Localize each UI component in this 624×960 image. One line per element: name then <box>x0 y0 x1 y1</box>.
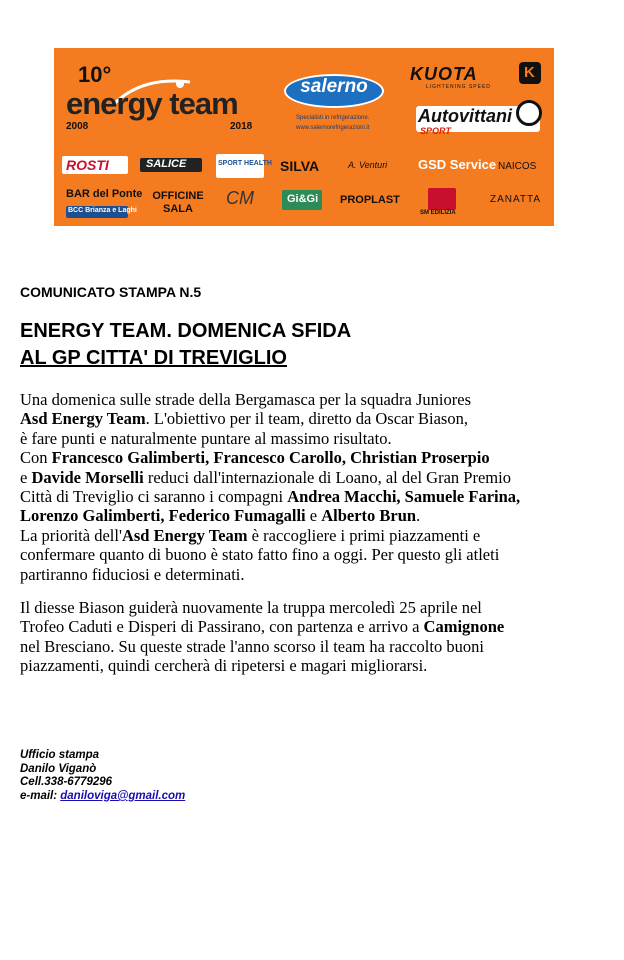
headline: ENERGY TEAM. DOMENICA SFIDA <box>20 320 352 342</box>
press-release-label: COMUNICATO STAMPA N.5 <box>20 284 202 300</box>
energy-team-logo: energy team <box>66 86 238 121</box>
year-start: 2008 <box>66 121 89 132</box>
sponsor-logo: ROSTI <box>66 157 109 173</box>
sponsor-logo: BAR del Ponte <box>66 188 143 200</box>
sponsor-logo: SPORT HEALTH <box>218 160 272 167</box>
year-end: 2018 <box>230 121 253 132</box>
body-paragraph: Il diesse Biason guiderà nuovamente la truppa mercoledì 25 aprile nel Trofeo Caduti e Disperi di Passirano, con partenza e arrivo a Camignone nel Bresciano. Su queste strade l'anno scorso il team ha raccolto buoni piazzamenti, quindi cercherà di ripetersi e magari migliorarsi. <box>20 598 505 676</box>
contact-name: Danilo Viganò <box>20 762 97 775</box>
kuota-logo: KUOTA <box>410 64 478 84</box>
sponsor-logo: GSD Service <box>418 157 497 172</box>
sponsor-banner: 10° energy team 2008 2018 salerno Specialisti in refrigerazione. www.salernorefrigerazioni.it KUOTA K LIGHTENING SPEED Autovittani SPORT ROSTI SALICE SPORT HEALTH SILVA A. Venturi GSD Service NAICOS BAR del Ponte BCC Brianza e Laghi OFFICINE SALA CM Gi&Gi PROPLAST SM EDILIZIA ZANATTA <box>54 48 554 226</box>
autovittani-sport: SPORT <box>420 126 451 136</box>
autovittani-logo: Autovittani <box>418 106 512 126</box>
sponsor-logo: CM <box>226 188 254 208</box>
email-link[interactable]: daniloviga@gmail.com <box>60 789 186 802</box>
salerno-logo: salerno <box>300 76 368 97</box>
headline-underlined: AL GP CITTA' DI TREVIGLIO <box>20 347 287 369</box>
body-paragraph: Una domenica sulle strade della Bergamasca per la squadra Juniores Asd Energy Team. L'obiettivo per il team, diretto da Oscar Biason, è fare punti e naturalmente puntare al massimo risultato. Con Francesco Galimberti, Francesco Carollo, Christian Proserpio e Davide Morselli reduci dall'internazionale di Loano, al del Gran Premio Città di Treviglio ci saranno i compagni Andrea Macchi, Samuele Farina, Lorenzo Galimberti, Federico Fumagalli e Alberto Brun. La priorità dell'Asd Energy Team è raccogliere i primi piazzamenti e confermare quanto di buono è stato fatto fino a oggi. Per questo gli atleti partiranno fiduciosi e determinati. <box>20 390 521 584</box>
sponsor-logo: SM EDILIZIA <box>420 210 456 216</box>
email-line <box>20 790 185 804</box>
sponsor-logo: BCC Brianza e Laghi <box>68 207 137 214</box>
salerno-website: www.salernorefrigerazioni.it <box>296 125 370 131</box>
sponsor-logo: OFFICINE SALA <box>152 190 204 215</box>
email-label: e-mail: <box>20 789 61 802</box>
signature-block <box>20 749 185 803</box>
sponsor-logo: A. Venturi <box>348 160 388 170</box>
sponsor-logo: NAICOS <box>498 161 537 172</box>
sponsor-logo: PROPLAST <box>340 194 400 206</box>
phone-number: Cell.338-6779296 <box>20 776 113 789</box>
office-label: Ufficio stampa <box>20 749 100 761</box>
sponsor-logo: SILVA <box>280 158 320 174</box>
kuota-subtitle: LIGHTENING SPEED <box>426 84 491 90</box>
body-text: Una domenica sulle strade della Bergamasca per la squadra Juniores <box>20 390 471 409</box>
sponsor-logo: Gi&Gi <box>287 193 319 205</box>
salerno-tagline: Specialisti in refrigerazione. <box>296 115 370 121</box>
anniversary-number: 10° <box>78 62 112 87</box>
wheel-icon <box>516 100 542 126</box>
sponsor-logo: SALICE <box>146 158 187 170</box>
sponsor-logo: ZANATTA <box>490 194 542 205</box>
